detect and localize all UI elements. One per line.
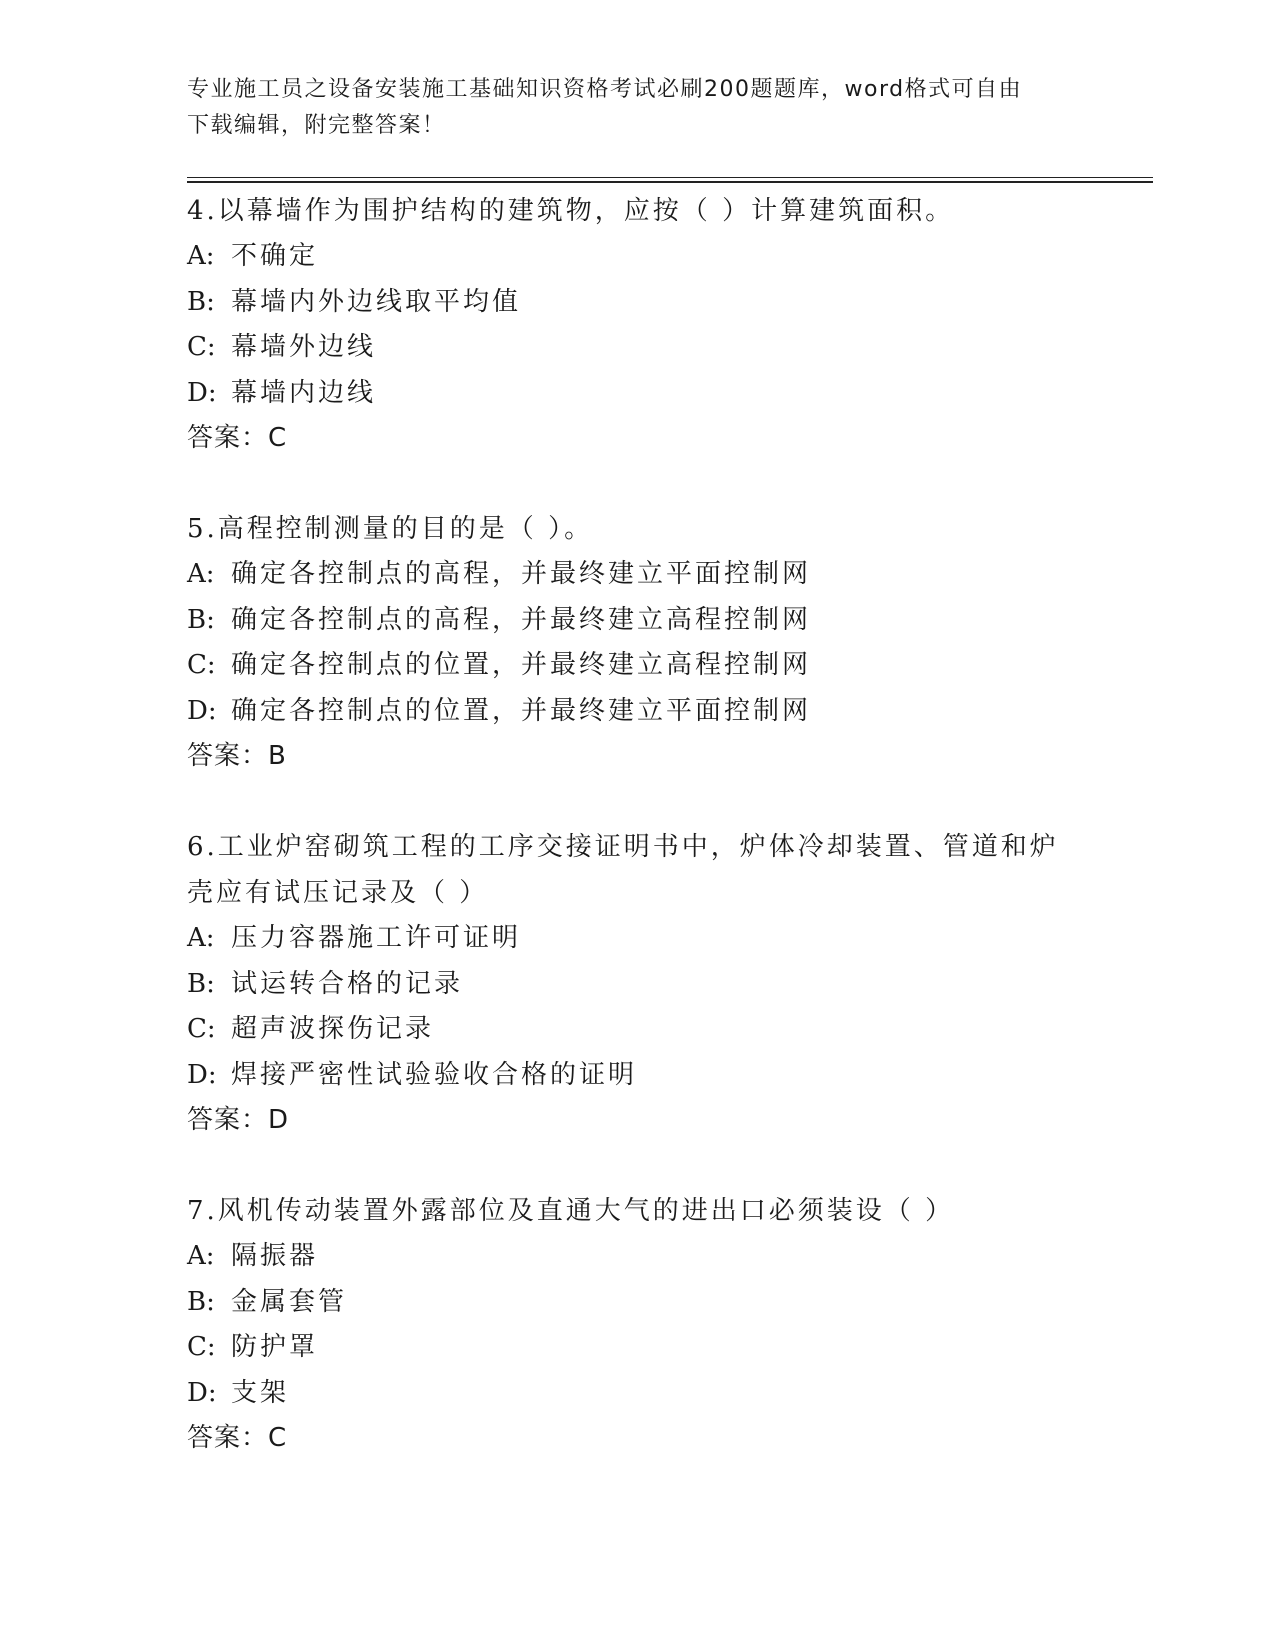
option-text: 金属套管 (231, 1286, 348, 1317)
answer-option (187, 916, 1153, 962)
option-text: 超声波探伤记录 (231, 1014, 435, 1044)
option-key: C: (187, 1332, 216, 1362)
answer-option (187, 280, 1153, 326)
option-text: 确定各控制点的位置，并最终建立高程控制网 (231, 650, 812, 680)
option-text: 确定各控制点的位置，并最终建立平面控制网 (231, 695, 812, 726)
answer-option (187, 689, 1153, 735)
answer-option (187, 1325, 1153, 1371)
option-key: A: (187, 241, 215, 271)
option-text: 隔振器 (231, 1241, 319, 1271)
option-key: B: (187, 604, 215, 635)
option-text: 支架 (231, 1377, 290, 1408)
answer-option (187, 643, 1153, 689)
answer-line: 答案：C (187, 423, 288, 453)
header-line-2: 下载编辑，附完整答案！ (187, 113, 446, 138)
option-text: 确定各控制点的高程，并最终建立高程控制网 (231, 604, 812, 635)
header-divider-thick (187, 181, 1153, 183)
answer-line: 答案：B (187, 741, 287, 771)
document-header (187, 72, 1067, 144)
option-text: 确定各控制点的高程，并最终建立平面控制网 (231, 559, 812, 589)
option-key: B: (187, 968, 215, 999)
option-key: A: (187, 923, 215, 953)
option-text: 试运转合格的记录 (231, 968, 464, 999)
answer-option (187, 325, 1153, 371)
option-text: 压力容器施工许可证明 (231, 923, 522, 953)
answer-option (187, 552, 1153, 598)
header-divider-thin (187, 177, 1153, 178)
option-key: D: (187, 1059, 217, 1090)
answer-line: 答案：D (187, 1105, 290, 1135)
answer-line: 答案：C (187, 1423, 288, 1453)
option-text: 幕墙外边线 (231, 332, 377, 362)
option-key: A: (187, 559, 215, 589)
option-text: 防护罩 (231, 1332, 319, 1362)
answer-option (187, 1280, 1153, 1326)
question-stem: 壳应有试压记录及（ ） (187, 878, 489, 908)
question-stem: 7.风机传动装置外露部位及直通大气的进出口必须装设（ ） (187, 1196, 955, 1226)
answer-option (187, 371, 1153, 417)
answer-option (187, 1371, 1153, 1417)
question-stem: 5.高程控制测量的目的是（ ）。 (187, 514, 594, 544)
option-key: A: (187, 1241, 215, 1271)
question-list (187, 188, 1153, 1506)
question-block (187, 506, 1153, 779)
option-key: C: (187, 650, 216, 680)
question-stem: 4.以幕墙作为围护结构的建筑物，应按（ ）计算建筑面积。 (187, 196, 955, 226)
answer-option (187, 1234, 1153, 1280)
answer-option (187, 598, 1153, 644)
option-text: 幕墙内边线 (231, 377, 377, 408)
answer-option (187, 234, 1153, 280)
option-key: D: (187, 1377, 217, 1408)
option-text: 焊接严密性试验验收合格的证明 (231, 1059, 638, 1090)
option-key: B: (187, 1286, 215, 1317)
question-block (187, 188, 1153, 461)
option-text: 幕墙内外边线取平均值 (231, 286, 522, 317)
question-block (187, 1188, 1153, 1461)
option-key: C: (187, 332, 216, 362)
question-block (187, 824, 1153, 1143)
header-line-1: 专业施工员之设备安装施工基础知识资格考试必刷200题题库，word格式可自由 (187, 77, 1023, 102)
option-key: D: (187, 377, 217, 408)
option-key: C: (187, 1014, 216, 1044)
answer-option (187, 1053, 1153, 1099)
question-stem: 6.工业炉窑砌筑工程的工序交接证明书中，炉体冷却装置、管道和炉 (187, 832, 1059, 862)
answer-option (187, 962, 1153, 1008)
option-key: D: (187, 695, 217, 726)
option-text: 不确定 (231, 241, 319, 271)
answer-option (187, 1007, 1153, 1053)
option-key: B: (187, 286, 215, 317)
